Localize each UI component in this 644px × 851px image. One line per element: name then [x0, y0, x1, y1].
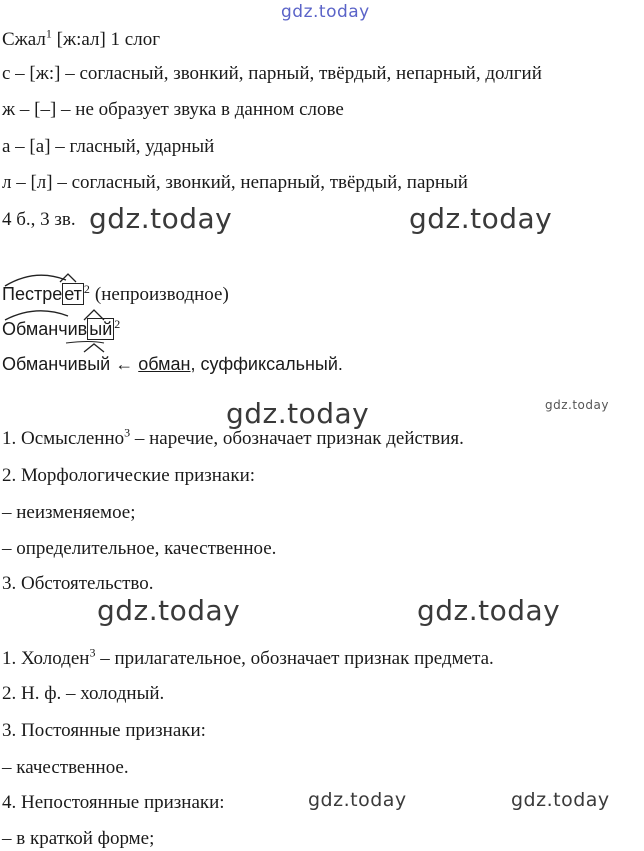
- morpheme-word-1: [2, 283, 229, 306]
- derivation-line: [2, 353, 343, 375]
- deriv-word: Обманчивый: [2, 354, 111, 374]
- watermark-lower-left: gdz.today: [97, 594, 241, 627]
- deriv-rest: , суффиксальный.: [190, 354, 343, 374]
- analysis1-word: 1. Осмысленно: [2, 428, 125, 449]
- analysis2-word: 1. Холоден: [2, 648, 90, 669]
- word1-ending: ет: [64, 284, 82, 304]
- analysis1-line-3: – неизменяемое;: [2, 502, 136, 523]
- phonetic-line-1: с – [ж:] – согласный, звонкий, парный, твёрдый, непарный, долгий: [2, 63, 542, 84]
- watermark-tiny-right: gdz.today: [545, 398, 609, 412]
- watermark-mid-right-1: gdz.today: [409, 202, 553, 235]
- head-transcription: [ж:ал] 1 слог: [51, 29, 160, 50]
- analysis2-line-6: – в краткой форме;: [2, 828, 155, 849]
- analysis2-sup: 3: [89, 645, 96, 660]
- watermark-lower-right: gdz.today: [417, 594, 561, 627]
- analysis1-line-5: 3. Обстоятельство.: [2, 573, 154, 594]
- word1-root: Пестре: [2, 284, 63, 304]
- morpheme-word-2: [2, 318, 120, 340]
- analysis2-line-1: [2, 645, 494, 670]
- analysis2-desc: – прилагательное, обозначает признак предмета.: [95, 648, 494, 669]
- phonetic-line-4: л – [л] – согласный, звонкий, непарный, твёрдый, парный: [2, 172, 468, 193]
- analysis1-desc: – наречие, обозначает признак действия.: [130, 428, 464, 449]
- analysis1-sup: 3: [124, 425, 131, 440]
- analysis1-line-1: [2, 425, 464, 450]
- watermark-bottom-1: gdz.today: [308, 789, 407, 811]
- deriv-arrow: ←: [110, 354, 139, 374]
- phonetic-summary: 4 б., 3 зв.: [2, 209, 76, 230]
- deriv-base: обман: [138, 354, 191, 374]
- word2-ending: ый: [89, 319, 113, 339]
- analysis1-line-4: – определительное, качественное.: [2, 538, 277, 559]
- word2-root: Обманчив: [2, 319, 88, 339]
- analysis2-line-3: 3. Постоянные признаки:: [2, 720, 206, 741]
- analysis1-line-2: 2. Морфологические признаки:: [2, 465, 256, 486]
- analysis2-line-2: 2. Н. ф. – холодный.: [2, 683, 165, 704]
- watermark-mid-center-2: gdz.today: [226, 397, 370, 430]
- watermark-mid-left-1: gdz.today: [89, 202, 233, 235]
- word1-note: (непроизводное): [94, 284, 229, 305]
- watermark-top: gdz.today: [281, 2, 370, 22]
- word1-sup: 2: [83, 282, 90, 296]
- phonetic-line-2: ж – [–] – не образует звука в данном слове: [2, 99, 344, 120]
- watermark-bottom-2: gdz.today: [511, 789, 610, 811]
- word2-sup: 2: [114, 317, 121, 331]
- head-word: Сжал: [2, 29, 46, 50]
- phonetic-header: [2, 26, 160, 51]
- analysis2-line-4: – качественное.: [2, 757, 129, 778]
- head-sup: 1: [45, 26, 52, 41]
- phonetic-line-3: а – [а] – гласный, ударный: [2, 136, 215, 157]
- analysis2-line-5: 4. Непостоянные признаки:: [2, 792, 225, 813]
